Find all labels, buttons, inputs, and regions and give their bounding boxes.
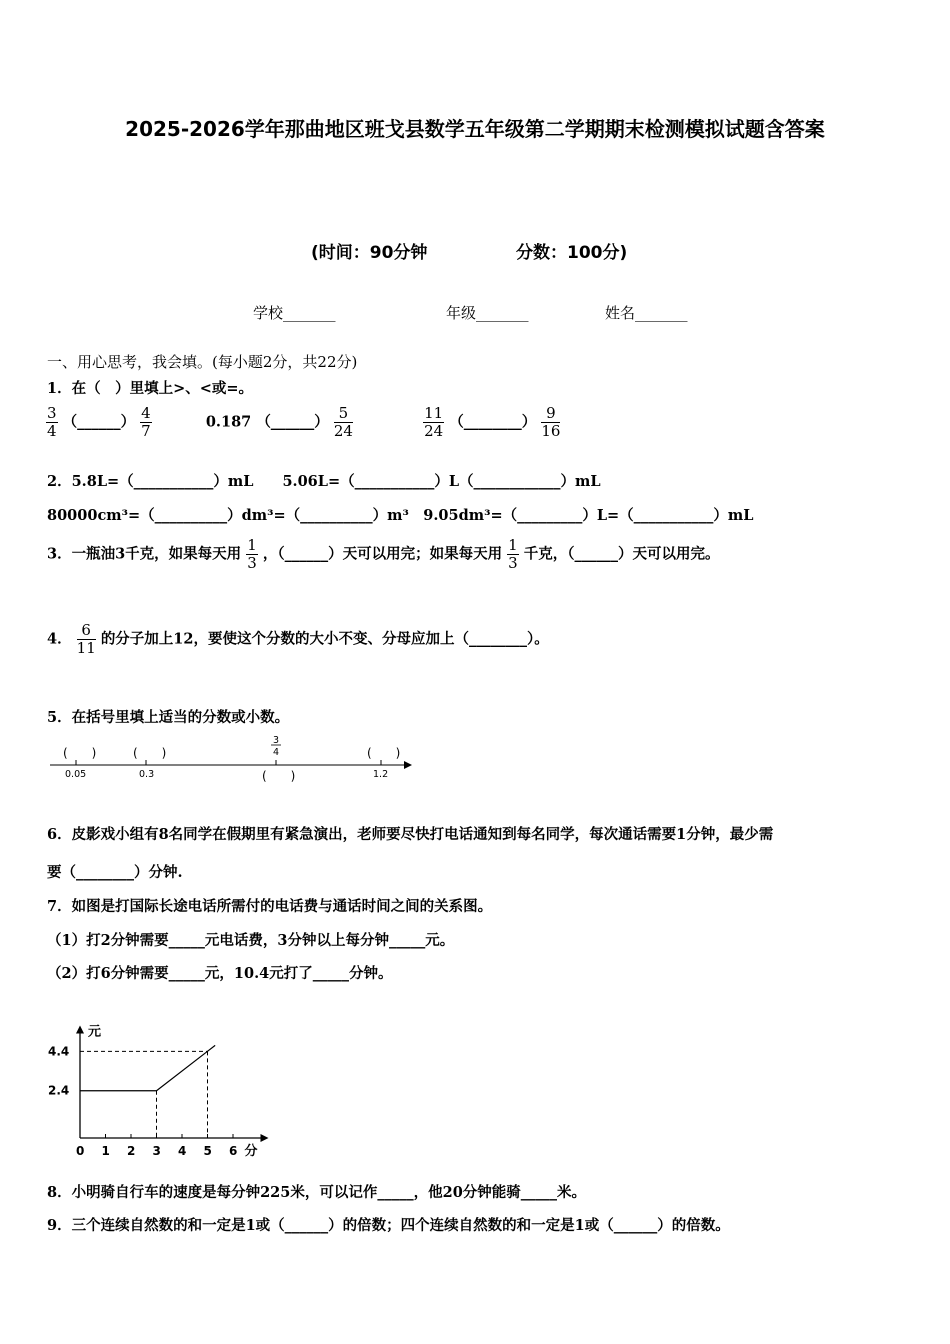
fraction: $\frac{4}{7}$	[141, 404, 151, 440]
arrow-icon	[404, 761, 412, 769]
y-axis-label: 元	[88, 1024, 102, 1040]
x-axis-label: 分	[244, 1144, 258, 1159]
q1-row	[46, 405, 560, 440]
school-field[interactable]: 学校_______	[253, 304, 336, 322]
y-tick-label: 2.4	[48, 1083, 70, 1098]
y-axis-arrow-icon	[76, 1026, 84, 1034]
fraction: $\frac{11}{24}$	[424, 404, 444, 440]
q5-stem: 5．在括号里填上适当的分数或小数。	[47, 709, 290, 726]
y-tick-label: 4.4	[48, 1044, 70, 1059]
x-tick-label: 3	[152, 1144, 161, 1158]
q8: 8．小明骑自行车的速度是每分钟225米，可以记作_____，他20分钟能骑_____米。	[47, 1184, 587, 1201]
x-tick-label: 4	[178, 1144, 187, 1158]
frac-num: 3	[273, 735, 280, 746]
q7-part-2: （2）打6分钟需要_____元，10.4元打了_____分钟。	[47, 965, 393, 982]
fraction: $\frac{6}{11}$	[76, 621, 96, 657]
fraction: $\frac{3}{4}$	[47, 404, 57, 440]
section-1-heading: 一、用心思考，我会填。(每小题2分，共22分)	[47, 353, 358, 371]
q2-line-1: 2．5.8L=（___________）mL 5.06L=（___________）L（____________）mL	[47, 473, 601, 490]
q1-stem: 1．在（ ）里填上>、<或=。	[47, 380, 254, 397]
fraction: $\frac{1}{3}$	[508, 536, 518, 572]
fraction: $\frac{9}{16}$	[541, 404, 561, 440]
frac-den: 4	[273, 747, 280, 758]
q6-line-2: 要（________）分钟.	[47, 864, 183, 881]
phone-fee-chart	[40, 990, 290, 1165]
number-line	[45, 732, 425, 787]
nl-blank[interactable]: ( )	[133, 746, 167, 760]
answer-blank[interactable]: （________）	[449, 413, 537, 431]
tick-label: 0.3	[139, 769, 155, 780]
x-tick-label: 1	[101, 1144, 110, 1158]
nl-blank[interactable]: ( )	[367, 746, 401, 760]
tick-label: 0.05	[65, 769, 87, 780]
answer-blank[interactable]: （______）	[62, 413, 136, 431]
x-axis-arrow-icon	[261, 1134, 269, 1142]
x-tick-label: 5	[203, 1144, 212, 1158]
grade-field[interactable]: 年级_______	[446, 304, 529, 322]
series-line	[80, 1045, 215, 1090]
fraction: $\frac{5}{24}$	[333, 404, 353, 440]
nl-blank[interactable]: ( )	[262, 769, 296, 783]
fraction: $\frac{1}{3}$	[247, 536, 257, 572]
x-tick-label: 2	[127, 1144, 136, 1158]
q2-line-2: 80000cm³=（__________）dm³=（__________）m³ 9.05dm³=（_________）L=（___________）mL	[47, 507, 754, 524]
x-tick-label: 0	[76, 1144, 85, 1158]
q9: 9．三个连续自然数的和一定是1或（______）的倍数；四个连续自然数的和一定是1或（______）的倍数。	[47, 1217, 730, 1234]
x-tick-label: 6	[229, 1144, 238, 1158]
page-title: 2025-2026学年那曲地区班戈县数学五年级第二学期期末检测模拟试题含答案	[125, 117, 825, 141]
q6-line-1: 6．皮影戏小组有8名同学在假期里有紧急演出，老师要尽快打电话通知到每名同学，每次通话需要1分钟，最少需	[47, 826, 774, 843]
time-info: (时间：90分钟	[311, 243, 428, 263]
name-field[interactable]: 姓名_______	[605, 304, 688, 322]
decimal: 0.187	[205, 413, 252, 431]
q4: 4． $\frac{6}{11}$ 的分子加上12，要使这个分数的大小不变、分母应加上（________）。	[47, 621, 549, 657]
q7-stem: 7．如图是打国际长途电话所需付的电话费与通话时间之间的关系图。	[47, 898, 493, 915]
q3: 3．一瓶油3千克，如果每天用 $\frac{1}{3}$ ，（______）天可以用完；如果每天用 $\frac{1}{3}$ 千克，（______）天可以用完。	[47, 536, 720, 572]
score-info: 分数：100分)	[516, 243, 628, 263]
tick-label: 1.2	[373, 769, 389, 780]
nl-blank[interactable]: ( )	[63, 746, 97, 760]
answer-blank[interactable]: （______）	[256, 413, 329, 431]
q7-part-1: （1）打2分钟需要_____元电话费，3分钟以上每分钟_____元。	[47, 932, 455, 949]
